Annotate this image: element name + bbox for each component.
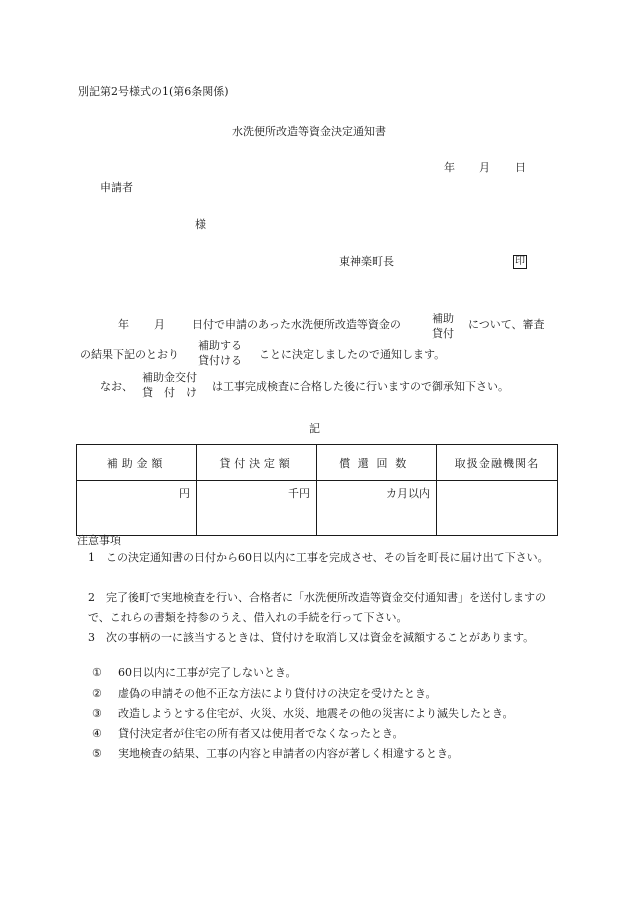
note-item-3: 3 次の事柄の一に該当するときは、貸付けを取消し又は資金を減額することがあります。 [88, 631, 535, 644]
fund-table [76, 444, 558, 536]
date-year-label: 年 [444, 161, 455, 174]
p1-choice [432, 311, 454, 341]
sub-item-text: 60日以内に工事が完了しないとき。 [118, 666, 297, 679]
note-item-1: 1 この決定通知書の日付から60日以内に工事を完成させ、その旨を町長に届け出て下さい。 [88, 551, 549, 564]
table-header-row [77, 445, 558, 481]
sub-item-number: ② [92, 687, 102, 700]
sub-item-number: ③ [92, 707, 102, 720]
notes-heading: 注意事項 [77, 534, 121, 547]
header-bank-name: 取扱金融機関名 [437, 445, 558, 481]
header-loan-amount: 貸付決定額 [197, 445, 317, 481]
sub-item-text: 貸付決定者が住宅の所有者又は使用者でなくなったとき。 [118, 727, 404, 740]
sub-item [92, 667, 297, 678]
sub-item [92, 708, 514, 719]
unit-months-within: カ月以内 [317, 481, 437, 536]
sub-item-text: 実地検査の結果、工事の内容と申請者の内容が著しく相違するとき。 [118, 747, 459, 760]
document-title: 水洗便所改造等資金決定通知書 [232, 125, 386, 138]
table-value-row [77, 481, 558, 536]
p1-year: 年 [118, 318, 129, 331]
sub-item [92, 728, 404, 739]
unit-thousand-yen: 千円 [197, 481, 317, 536]
ki-heading: 記 [309, 422, 320, 435]
applicant-label: 申請者 [100, 181, 133, 194]
honorific-sama: 様 [195, 218, 206, 231]
p1-tail: について、審査 [468, 318, 545, 331]
sub-item [92, 688, 437, 699]
p1-month: 月 [154, 318, 165, 331]
header-repayment-count: 償還回数 [317, 445, 437, 481]
p3-choice-hojo: 補助金交付 [142, 371, 197, 384]
p2-choice-hojo: 補助する [198, 339, 242, 352]
p3-choice [142, 370, 197, 400]
date-month-label: 月 [479, 161, 490, 174]
p3-choice-kashitsuke: 貸 付 け [142, 386, 197, 399]
sub-item-number: ① [92, 666, 102, 679]
p2-tail: ことに決定しましたので通知します。 [259, 348, 446, 361]
form-id: 別記第2号様式の1(第6条関係) [78, 85, 229, 98]
unit-yen: 円 [77, 481, 197, 536]
p2-choice [198, 338, 242, 368]
sub-item-text: 虚偽の申請その他不正な方法により貸付けの決定を受けたとき。 [118, 687, 437, 700]
p1-choice-kashitsuke: 貸付 [432, 327, 454, 340]
sub-item [92, 748, 459, 759]
sub-item-number: ④ [92, 727, 102, 740]
p2-head: の結果下記のとおり [80, 348, 179, 361]
sub-item-text: 改造しようとする住宅が、火災、水災、地震その他の災害により滅失したとき。 [118, 707, 514, 720]
seal-stamp: 印 [515, 256, 525, 267]
note-item-2: 2 完了後町で実地検査を行い、合格者に「水洗便所改造等資金交付通知書」を送付しますので、これらの書類を持参のうえ、借入れの手続を行って下さい。 [88, 591, 546, 624]
p3-tail: は工事完成検査に合格した後に行いますので御承知下さい。 [212, 380, 509, 393]
p2-choice-kashitsuke: 貸付ける [198, 354, 242, 367]
sub-item-number: ⑤ [92, 747, 102, 760]
header-subsidy-amount: 補助金額 [77, 445, 197, 481]
date-day-label: 日 [515, 161, 526, 174]
p3-head: なお、 [100, 380, 133, 393]
issuer-name: 東神楽町長 [339, 255, 394, 268]
bank-name-cell [437, 481, 558, 536]
p1-choice-hojo: 補助 [432, 312, 454, 325]
p1-text: 日付で申請のあった水洗便所改造等資金の [192, 318, 401, 331]
